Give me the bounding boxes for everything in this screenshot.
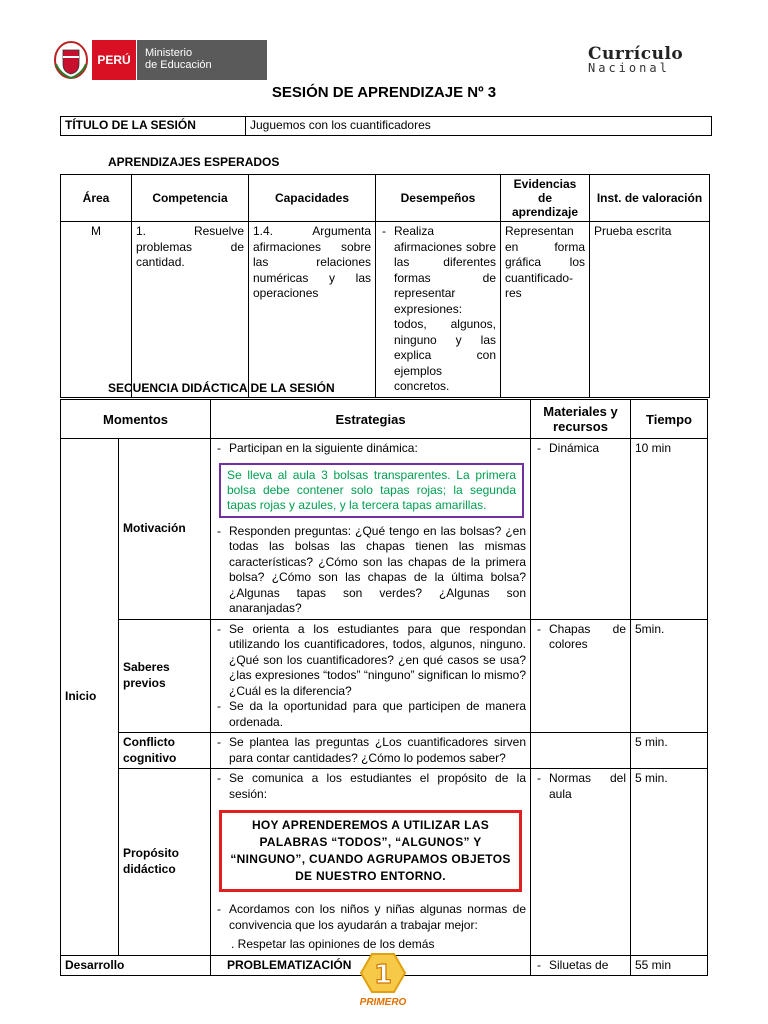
material-desarrollo	[531, 955, 631, 976]
time-motivacion: 10 min	[631, 439, 708, 620]
strategy-item: - Se plantea las preguntas ¿Los cuantificadores sirven para contar cantidades? ¿Cómo lo podemos saber?	[215, 735, 526, 766]
time-proposito: 5 min.	[631, 769, 708, 956]
cell-desempenos	[376, 222, 501, 398]
sequence-table	[60, 399, 708, 976]
peru-shield-icon	[52, 40, 90, 80]
material-item: - Normas del aula	[535, 771, 626, 802]
strategy-item: - Se orienta a los estudiantes para que respondan utilizando los cuantificadores, todos, algunos, ninguno. ¿Qué son los cuantificadores? ¿en qué casos se usa? ¿las expresiones “todos” “ninguno” significan lo mismo? ¿Cuál es la diferencia?	[215, 622, 526, 700]
strategy-item: - Acordamos con los niños y niñas algunas normas de convivencia que los ayudarán a trabajar mejor:	[215, 902, 526, 933]
expected-learning-heading: APRENDIZAJES ESPERADOS	[108, 155, 280, 169]
ministry-logo-block	[137, 40, 267, 80]
nacional-word: Nacional	[588, 61, 670, 75]
col-tiempo: Tiempo	[631, 400, 708, 439]
material-motivacion	[531, 439, 631, 620]
col-competencia: Competencia	[132, 175, 249, 222]
page-title: SESIÓN DE APRENDIZAJE Nº 3	[271, 84, 497, 101]
col-materiales: Materiales y recursos	[531, 400, 631, 439]
strategy-saberes	[211, 619, 531, 733]
curriculo-nacional-logo	[588, 44, 698, 84]
moment-motivacion: Motivación	[119, 439, 211, 620]
desempeno-item: - Realiza afirmaciones sobre las diferentes formas de representar expresiones: todos, algunos, ninguno y las explica con ejemplos concretos.	[380, 224, 496, 395]
material-conflicto	[531, 733, 631, 769]
session-title-label: TÍTULO DE LA SESIÓN	[61, 117, 246, 136]
strategy-proposito	[211, 769, 531, 956]
material-proposito	[531, 769, 631, 956]
badge-label: PRIMERO	[359, 997, 407, 1008]
moment-proposito: Propósito didáctico	[119, 769, 211, 956]
ministry-line-2: de Educación	[145, 59, 212, 71]
material-item: - Dinámica	[535, 441, 626, 457]
session-title-table	[60, 116, 712, 136]
cell-instrumento: Prueba escrita	[590, 222, 710, 398]
purpose-box: HOY APRENDEREMOS A UTILIZAR LAS PALABRAS “TODOS”, “ALGUNOS” Y “NINGUNO”, CUANDO AGRUPAMOS OBJETOS DE NUESTRO ENTORNO.	[219, 810, 522, 892]
moment-conflicto: Conflicto cognitivo	[119, 733, 211, 769]
activity-box: Se lleva al aula 3 bolsas transparentes. La primera bolsa debe contener solo tapas rojas; la segunda tapas rojas y azules, y la tercera tapas amarillas.	[219, 463, 524, 518]
cell-evidencias: Representan en forma gráfica los cuantificado-res	[501, 222, 590, 398]
moment-desarrollo: Desarrollo	[61, 955, 211, 976]
material-item: - Chapas de colores	[535, 622, 626, 653]
moment-inicio: Inicio	[61, 439, 119, 956]
strategy-item: - Se da la oportunidad para que participen de manera ordenada.	[215, 699, 526, 730]
expected-learning-table	[60, 174, 710, 398]
strategy-desarrollo: PROBLEMATIZACIÓN	[211, 955, 531, 976]
session-title-value: Juguemos con los cuantificadores	[246, 117, 712, 136]
time-desarrollo: 55 min	[631, 955, 708, 976]
col-momentos: Momentos	[61, 400, 211, 439]
col-instrumento: Inst. de valoración	[590, 175, 710, 222]
strategy-motivacion	[211, 439, 531, 620]
hexagon-badge-icon	[358, 952, 408, 994]
strategy-item: - Responden preguntas: ¿Qué tengo en las bolsas? ¿en todas las bolsas las chapas tienen las mismas características? ¿Cómo son las chapas de la primera bolsa? ¿Cómo son las chapas de la última bolsa? ¿Algunas tapas son verdes? ¿Algunas son anaranjadas?	[215, 524, 526, 617]
grade-badge	[358, 952, 408, 1008]
sequence-heading: SECUENCIA DIDÁCTICA DE LA SESIÓN	[108, 381, 335, 395]
ministry-line-1: Ministerio	[145, 47, 193, 59]
curriculo-word: Currículo	[588, 44, 684, 64]
col-area: Área	[61, 175, 132, 222]
col-estrategias: Estrategias	[211, 400, 531, 439]
cell-competencia: 1. Resuelve problemas de cantidad.	[132, 222, 249, 398]
col-capacidades: Capacidades	[249, 175, 376, 222]
strategy-conflicto	[211, 733, 531, 769]
material-saberes	[531, 619, 631, 733]
material-item: - Siluetas de	[535, 958, 626, 974]
moment-saberes: Saberes previos	[119, 619, 211, 733]
cell-area: M	[61, 222, 132, 398]
time-conflicto: 5 min.	[631, 733, 708, 769]
col-evidencias: Evidencias de aprendizaje	[501, 175, 590, 222]
col-desempenos: Desempeños	[376, 175, 501, 222]
badge-number: 1	[373, 960, 393, 990]
strategy-item: - Se comunica a los estudiantes el propósito de la sesión:	[215, 771, 526, 802]
peru-logo-block: PERÚ	[92, 40, 136, 80]
norm-item: . Respetar las opiniones de los demás	[231, 937, 435, 951]
strategy-item: - Participan en la siguiente dinámica:	[215, 441, 526, 457]
cell-capacidades: 1.4. Argumenta afirmaciones sobre las relaciones numéricas y las operaciones	[249, 222, 376, 398]
time-saberes: 5min.	[631, 619, 708, 733]
